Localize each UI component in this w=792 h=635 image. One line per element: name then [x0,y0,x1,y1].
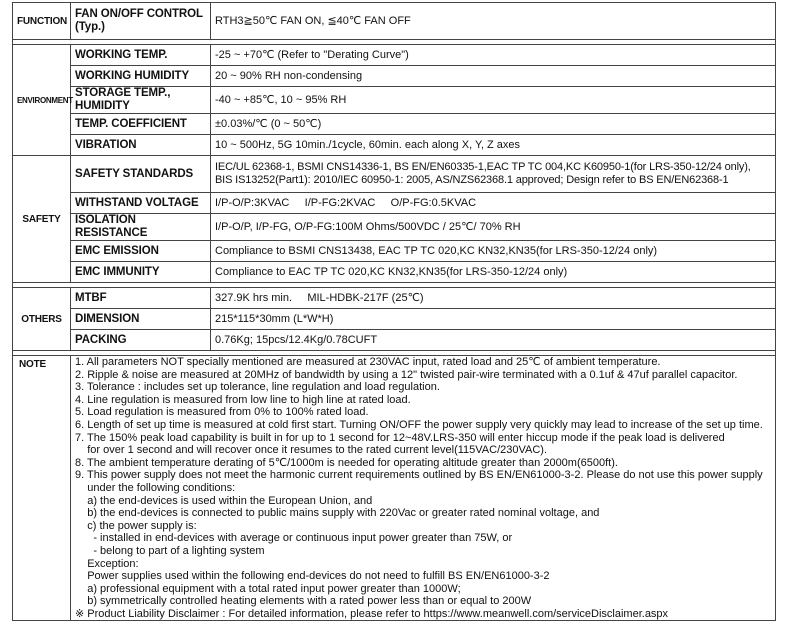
note-line: - installed in end-devices with average or continuous input power greater than 75W, or [75,532,513,545]
category-environment: ENVIRONMENT [13,45,71,156]
note-line: 9. This power supply does not meet the harmonic current requirements outlined by BS EN/EN61000-3-2. Please do not use this power supply [75,469,763,482]
spec-label: STORAGE TEMP., HUMIDITY [71,87,211,114]
note-line: 6. Length of set up time is measured at cold first start. Turning ON/OFF the power supply very quickly may lead to increase of the set up time. [75,418,763,431]
spec-label: EMC IMMUNITY [71,262,211,283]
table-row [13,45,776,66]
note-line: b) symmetrically controlled heating elements with a rated power less than or equal to 200W [75,595,532,608]
category-note: NOTE [13,356,71,621]
spec-sheet [12,2,776,621]
spec-label: MTBF [71,288,211,309]
note-line: a) professional equipment with a total rated input power greater than 1000W; [75,582,461,595]
spec-label: TEMP. COEFFICIENT [71,114,211,135]
spec-value: -25 ~ +70℃ (Refer to "Derating Curve") [211,45,776,66]
spec-value: 215*115*30mm (L*W*H) [211,309,776,330]
spec-label: PACKING [71,330,211,351]
spec-label: WITHSTAND VOLTAGE [71,193,211,214]
table-row [13,135,776,156]
note-line: 1. All parameters NOT specially mentioned are measured at 230VAC input, rated load and 25℃ of ambient temperature. [75,356,661,368]
spec-value: I/P-O/P, I/P-FG, O/P-FG:100M Ohms/500VDC / 25℃/ 70% RH [211,214,776,241]
note-line: for over 1 second and will recover once it resumes to the rated current level(115VAC/230VAC). [75,444,548,457]
table-row [13,193,776,214]
note-line: 2. Ripple & noise are measured at 20MHz of bandwidth by using a 12" twisted pair-wire terminated with a 0.1uf & 47uf parallel capacitor. [75,368,738,381]
category-function: FUNCTION [13,3,71,40]
spec-table [12,2,776,621]
spec-label: VIBRATION [71,135,211,156]
spec-label: WORKING HUMIDITY [71,66,211,87]
category-others: OTHERS [13,288,71,351]
spec-value: -40 ~ +85℃, 10 ~ 95% RH [211,87,776,114]
spec-value-line: IEC/UL 62368-1, BSMI CNS14336-1, BS EN/EN60335-1,EAC TP TC 004,KC K60950-1(for LRS-350-12/24 only), [215,161,751,173]
table-row [13,214,776,241]
note-line: 3. Tolerance : includes set up tolerance, line regulation and load regulation. [75,381,440,394]
spec-value: Compliance to BSMI CNS13438, EAC TP TC 020,KC KN32,KN35(for LRS-350-12/24 only) [211,241,776,262]
spec-label: WORKING TEMP. [71,45,211,66]
category-safety: SAFETY [13,156,71,283]
table-row [13,66,776,87]
note-line: 8. The ambient temperature derating of 5℃/1000m is needed for operating altitude greater than 2000m(6500ft). [75,456,618,469]
note-line: Exception: [75,557,139,570]
note-line: b) the end-devices is connected to public mains supply with 220Vac or greater rated nominal voltage, and [75,507,600,520]
table-row [13,309,776,330]
spec-value: ±0.03%/℃ (0 ~ 50℃) [211,114,776,135]
spec-value [211,156,776,193]
table-row [13,330,776,351]
note-line: - belong to part of a lighting system [75,544,265,557]
note-line: c) the power supply is: [75,519,197,532]
note-line: 4. Line regulation is measured from low line to high line at rated load. [75,393,411,406]
spec-value: I/P-O/P:3KVAC I/P-FG:2KVAC O/P-FG:0.5KVAC [211,193,776,214]
table-row [13,156,776,193]
spec-value: RTH3≧50℃ FAN ON, ≦40℃ FAN OFF [211,3,776,40]
function-row [13,3,776,40]
note-line: 5. Load regulation is measured from 0% to 100% rated load. [75,406,369,419]
spec-value: 10 ~ 500Hz, 5G 10min./1cycle, 60min. each along X, Y, Z axes [211,135,776,156]
note-line: a) the end-devices is used within the European Union, and [75,494,373,507]
table-row [13,288,776,309]
spec-label: DIMENSION [71,309,211,330]
spec-value: 20 ~ 90% RH non-condensing [211,66,776,87]
table-row [13,241,776,262]
note-line: 7. The 150% peak load capability is built in for up to 1 second for 12~48V.LRS-350 will enter hiccup mode if the peak load is delivered [75,431,725,444]
spec-label: ISOLATION RESISTANCE [71,214,211,241]
spec-label: SAFETY STANDARDS [71,156,211,193]
disclaimer-line: ※ Product Liability Disclaimer : For detailed information, please refer to https://www.meanwell.com/serviceDisclaimer.aspx [75,607,669,620]
spec-value: 327.9K hrs min. MIL-HDBK-217F (25℃) [211,288,776,309]
spec-value: Compliance to EAC TP TC 020,KC KN32,KN35(for LRS-350-12/24 only) [211,262,776,283]
spec-label: FAN ON/OFF CONTROL (Typ.) [71,3,211,40]
table-row [13,114,776,135]
note-line: Power supplies used within the following end-devices do not need to fulfill BS EN/EN61000-3-2 [75,570,550,583]
note-row [13,356,776,621]
spec-label: EMC EMISSION [71,241,211,262]
table-row [13,262,776,283]
spec-value-line: BIS IS13252(Part1): 2010/IEC 60950-1: 2005, AS/NZS62368.1 approved; Design refer to BS EN/EN62368-1 [215,174,729,186]
notes-list [71,356,776,621]
spec-value: 0.76Kg; 15pcs/12.4Kg/0.78CUFT [211,330,776,351]
table-row [13,87,776,114]
note-line: under the following conditions: [75,481,236,494]
